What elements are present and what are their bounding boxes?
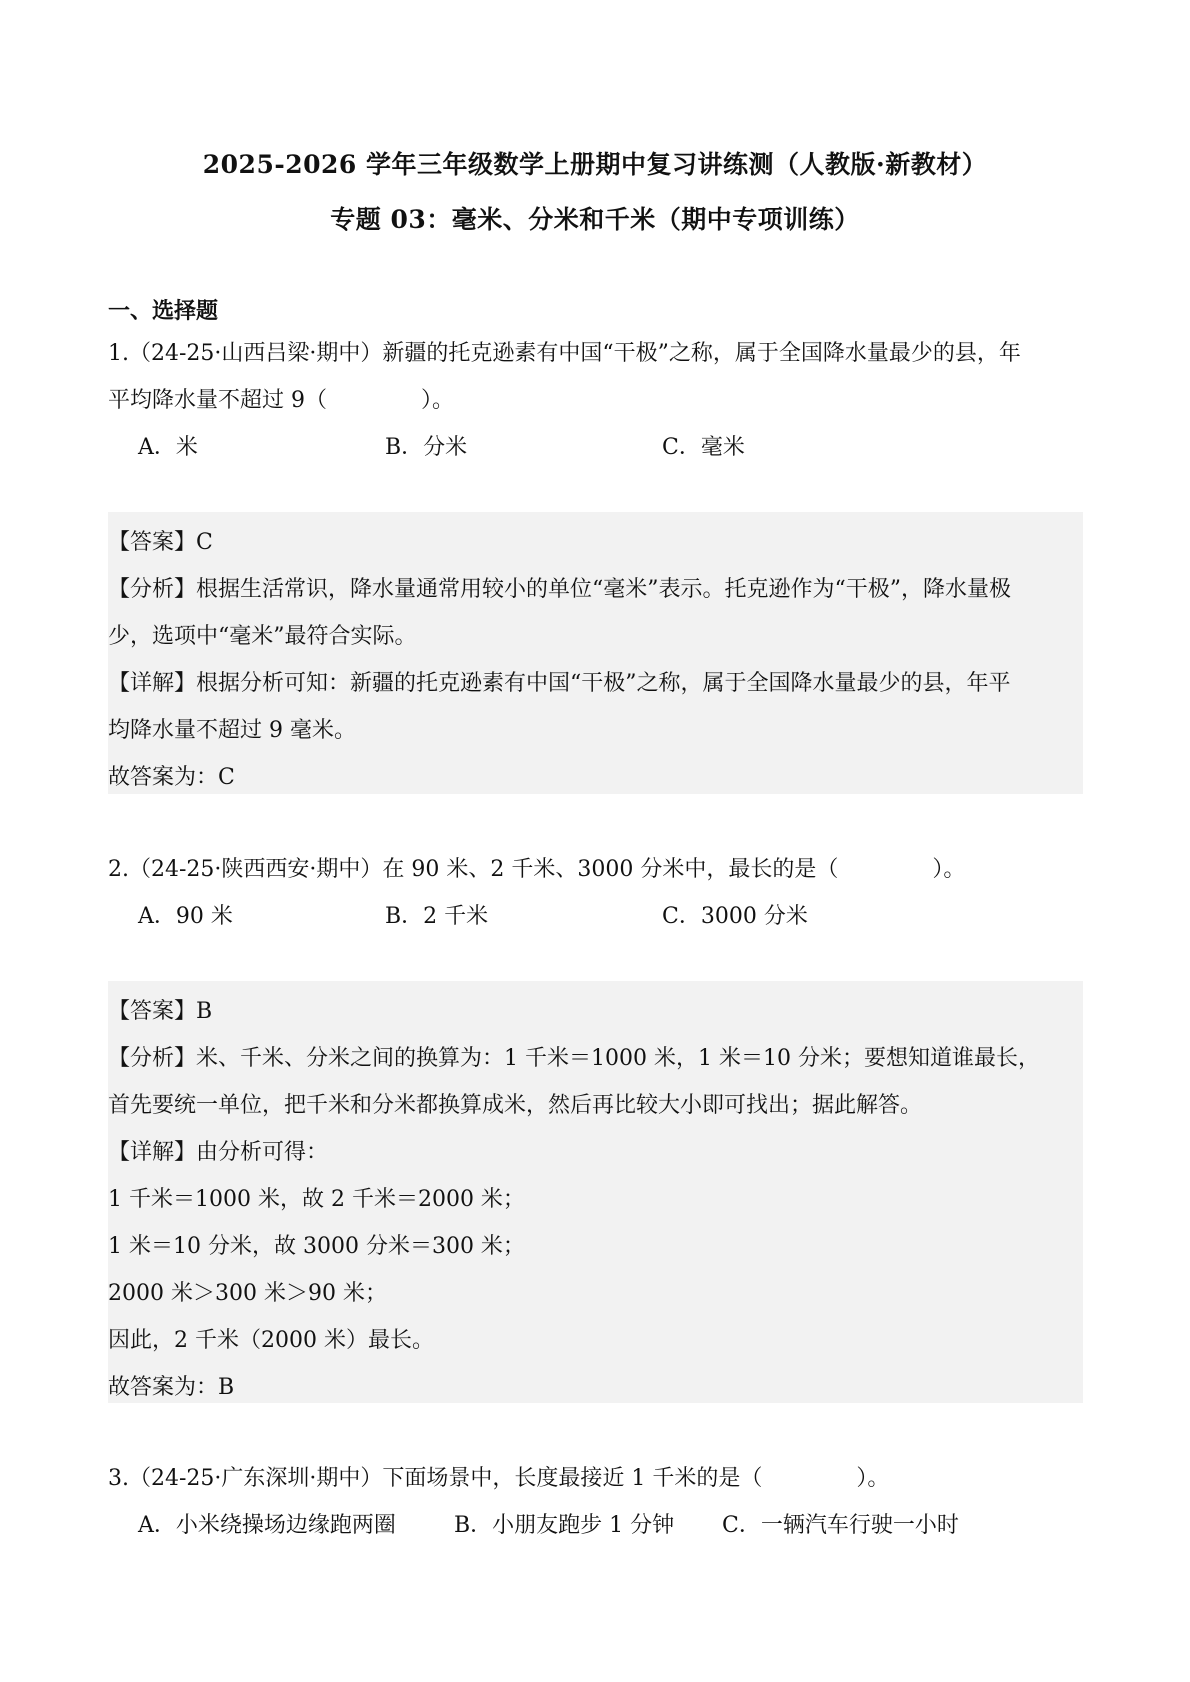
analysis-line: 【分析】根据生活常识，降水量通常用较小的单位“毫米”表示。托克逊作为“干极”，降水量极 [108, 577, 1011, 602]
explanation-line: 【详解】根据分析可知：新疆的托克逊素有中国“干极”之称，属于全国降水量最少的县，年平 [108, 671, 1011, 696]
analysis-line: 首先要统一单位，把千米和分米都换算成米，然后再比较大小即可找出；据此解答。 [108, 1093, 923, 1118]
analysis-line: 少，选项中“毫米”最符合实际。 [108, 624, 417, 649]
question-1-option-b: B．分米 [385, 435, 468, 460]
question-2-option-b: B．2 千米 [385, 904, 489, 929]
answer-line: 【答案】B [108, 999, 213, 1024]
explanation-line: 【详解】由分析可得： [108, 1140, 329, 1165]
explanation-line: 因此，2 千米（2000 米）最长。 [108, 1328, 434, 1353]
question-3-option-c: C．一辆汽车行驶一小时 [722, 1513, 959, 1538]
final-answer-line: 故答案为：C [108, 765, 235, 790]
section-heading: 一、选择题 [108, 298, 219, 324]
question-2-answer-box [108, 981, 1083, 1403]
explanation-line: 1 米＝10 分米，故 3000 分米＝300 米； [108, 1234, 525, 1259]
question-3-stem-text: 3.（24-25·广东深圳·期中）下面场景中，长度最接近 1 千米的是（ [108, 1466, 763, 1491]
question-2-option-c: C．3000 分米 [662, 904, 808, 929]
explanation-line: 1 千米＝1000 米，故 2 千米＝2000 米； [108, 1187, 525, 1212]
explanation-line: 2000 米＞300 米＞90 米； [108, 1281, 387, 1306]
question-1-stem-end: ）。 [421, 388, 455, 413]
question-3-stem [108, 1461, 889, 1492]
question-1-option-a: A．米 [138, 435, 198, 460]
question-3-stem-end: ）。 [856, 1466, 890, 1491]
question-1-option-c: C．毫米 [662, 435, 745, 460]
explanation-line: 均降水量不超过 9 毫米。 [108, 718, 356, 743]
question-1-stem-line1: 1.（24-25·山西吕梁·期中）新疆的托克逊素有中国“干极”之称，属于全国降水量最少的县，年 [108, 341, 1021, 366]
question-2-stem [108, 852, 965, 883]
document-title: 2025-2026 学年三年级数学上册期中复习讲练测（人教版·新教材） [202, 150, 988, 179]
answer-line: 【答案】C [108, 530, 213, 555]
question-2-option-a: A．90 米 [138, 904, 233, 929]
question-1-stem-line2 [108, 383, 454, 414]
question-3-option-a: A．小米绕操场边缘跑两圈 [138, 1513, 396, 1538]
document-subtitle: 专题 03：毫米、分米和千米（期中专项训练） [330, 205, 860, 234]
question-3-option-b: B．小朋友跑步 1 分钟 [454, 1513, 675, 1538]
analysis-line: 【分析】米、千米、分米之间的换算为：1 千米＝1000 米，1 米＝10 分米；要想知道谁最长， [108, 1046, 1040, 1071]
question-1-answer-box [108, 512, 1083, 794]
final-answer-line: 故答案为：B [108, 1375, 235, 1400]
question-2-stem-text: 2.（24-25·陕西西安·期中）在 90 米、2 千米、3000 分米中，最长的是（ [108, 857, 839, 882]
question-2-stem-end: ）。 [932, 857, 966, 882]
question-1-stem-text: 平均降水量不超过 9（ [108, 388, 327, 413]
